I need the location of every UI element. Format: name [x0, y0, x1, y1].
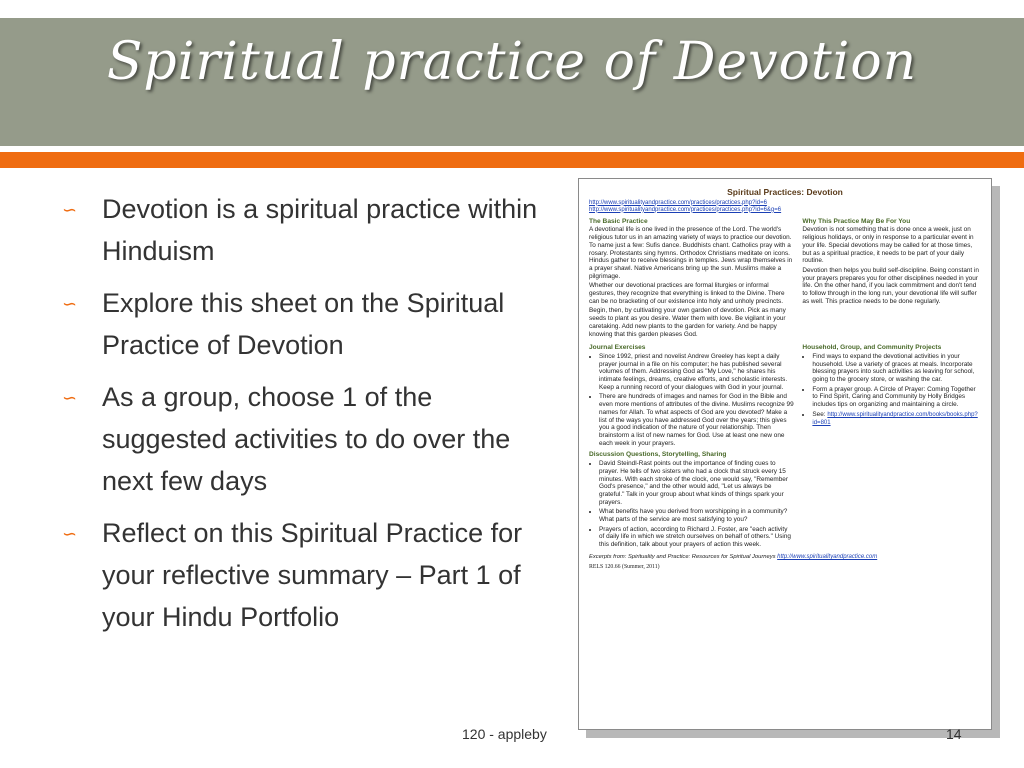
household-list [802, 353, 981, 427]
document-col-right [802, 214, 981, 341]
document-col-left [589, 214, 794, 341]
document-columns-bottom [589, 340, 981, 551]
list-item [812, 411, 981, 427]
top-strip [0, 0, 1024, 18]
paragraph: A devotional life is one lived in the presence of the Lord. The world's religious tutor us in an amazing variety of ways to practice our devotion. To name just a few: Sufis dance. Buddhists chant. Catholics pray with a rosary. Protestants sing hymns. Orthodox Christians meditate on icons. Hindus gather to receive blessings in temples. Jews wrap themselves in a prayer shawl. Native Americans bring up the sun. Muslims make a pilgrimage. [589, 226, 793, 280]
document-title: Spiritual Practices: Devotion [727, 187, 843, 197]
list-item: • Since 1992, priest and novelist Andrew Greeley has kept a daily prayer journal in a file on his computer; he has published several volumes of them. Addressing God as "My Love," he shares his intimate feelings, dreams, creative efforts, and scholastic interests. Keep a running record of your dialogues with God in your journal. [599, 353, 794, 392]
bullet-item [60, 512, 550, 638]
bullet-item [60, 376, 550, 502]
section-heading: Discussion Questions, Storytelling, Sharing [589, 451, 727, 459]
see-label: See: [812, 410, 826, 418]
page-number: 14 [946, 726, 962, 742]
list-item: • What benefits have you derived from worshipping in a community? What parts of the service are most satisfying to you? [599, 508, 794, 523]
bullet-item [60, 188, 550, 272]
document-col-left [589, 340, 794, 551]
bullet-text: Devotion is a spiritual practice within Hinduism [102, 194, 538, 266]
accent-bar [0, 152, 1024, 168]
discussion-list [589, 460, 794, 549]
bullet-list [60, 188, 550, 648]
document-columns-top [589, 214, 981, 341]
journal-list [589, 353, 794, 447]
bullet-item [60, 282, 550, 366]
footer-text: 120 - appleby [462, 726, 547, 742]
list-item: • Find ways to expand the devotional activities in your household. Use a variety of graces at meals. Incorporate blessing prayers into such activities as leaving for school, going to the grocery store, or washing the car. [812, 353, 981, 384]
document-link[interactable]: http://www.spiritualityandpractice.com/practices/practices.php?id=6 [589, 199, 767, 206]
bullet-text: As a group, choose 1 of the suggested activities to do over the next few days [102, 382, 511, 496]
excerpt-text: Excerpts from: Spirituality and Practice: Resources for Spiritual Journeys [589, 553, 776, 560]
section-heading: The Basic Practice [589, 217, 648, 225]
bullet-swirl-icon: ∽ [62, 294, 78, 315]
excerpt-line [589, 554, 981, 562]
document-col-right [802, 340, 981, 551]
document-link[interactable]: http://www.spiritualityandpractice.com/practices/practices.php?id=6&g=6 [589, 206, 782, 213]
list-item: • Prayers of action, according to Richard J. Foster, are "each activity of daily life in which we stretch ourselves on behalf of others." Using this definition, talk about your prayers of action this week. [599, 526, 794, 549]
bullet-swirl-icon: ∽ [62, 200, 78, 221]
bullet-text: Reflect on this Spiritual Practice for your reflective summary – Part 1 of your Hindu Portfolio [102, 518, 523, 632]
section-heading: Household, Group, and Community Projects [802, 344, 942, 352]
paragraph: Whether our devotional practices are formal liturgies or informal gestures, they recognize that everything is linked to the Divine. There can be no bracketing of our existence into holy and unholy precincts. [589, 282, 785, 305]
document-image [578, 178, 992, 730]
list-item: • David Steindl-Rast points out the importance of finding cues to prayer. He tells of two sisters who had a clock that struck every 15 minutes. With each stroke of the clock, one would say, "Remember God's presence," and the other would add, "Let us always be grateful." Talk in your group about what kinds of things spark your prayers. [599, 460, 794, 506]
bullet-swirl-icon: ∽ [62, 388, 78, 409]
section-heading: Why This Practice May Be For You [802, 217, 911, 225]
bullet-swirl-icon: ∽ [62, 524, 78, 545]
paragraph: Begin, then, by cultivating your own garden of devotion. Pick as many seeds to plant as you desire. Water them with love. Be vigilant in your caretaking. Add new plants to the garden for variety. And be happy knowing that this garden pleases God. [589, 307, 786, 338]
course-reference: RELS 120.66 (Summer, 2011) [589, 563, 660, 570]
paragraph: Devotion then helps you build self-discipline. Being constant in your prayers prepares you for other disciplines needed in your life. On the other hand, if you lack commitment and don't tend to follow through in the long run, your devotional life will suffer as well. This practice needs to be done regularly. [802, 266, 979, 305]
excerpt-link[interactable]: http://www.spiritualityandpractice.com [777, 553, 878, 560]
slide-title: Spiritual practice of Devotion [106, 32, 918, 92]
list-item: • Form a prayer group. A Circle of Prayer: Coming Together to Find Spirit, Caring and Community by Holly Bridges includes tips on organizing and maintaining a circle. [812, 386, 981, 409]
bullet-text: Explore this sheet on the Spiritual Practice of Devotion [102, 288, 505, 360]
section-heading: Journal Exercises [589, 344, 646, 352]
list-item: • There are hundreds of images and names for God in the Bible and even more mentions of attributes of the divine. Muslims recognize 99 names for Allah. To what aspects of God are you devoted? Make a list of the ways you have addressed God over the years; this gives you a good indication of the nature of your relationship. Then brainstorm a list of new names for God. Use at least one new one each week in your prayers. [599, 393, 794, 447]
paragraph: Devotion is not something that is done once a week, just on religious holidays, or only in response to a particular event in your life. Special devotions may be called for at those times, but as a spiritual practice, it needs to be part of your daily routine. [802, 226, 974, 265]
see-link[interactable]: http://www.spiritualityandpractice.com/books/books.php?id=801 [812, 411, 978, 426]
